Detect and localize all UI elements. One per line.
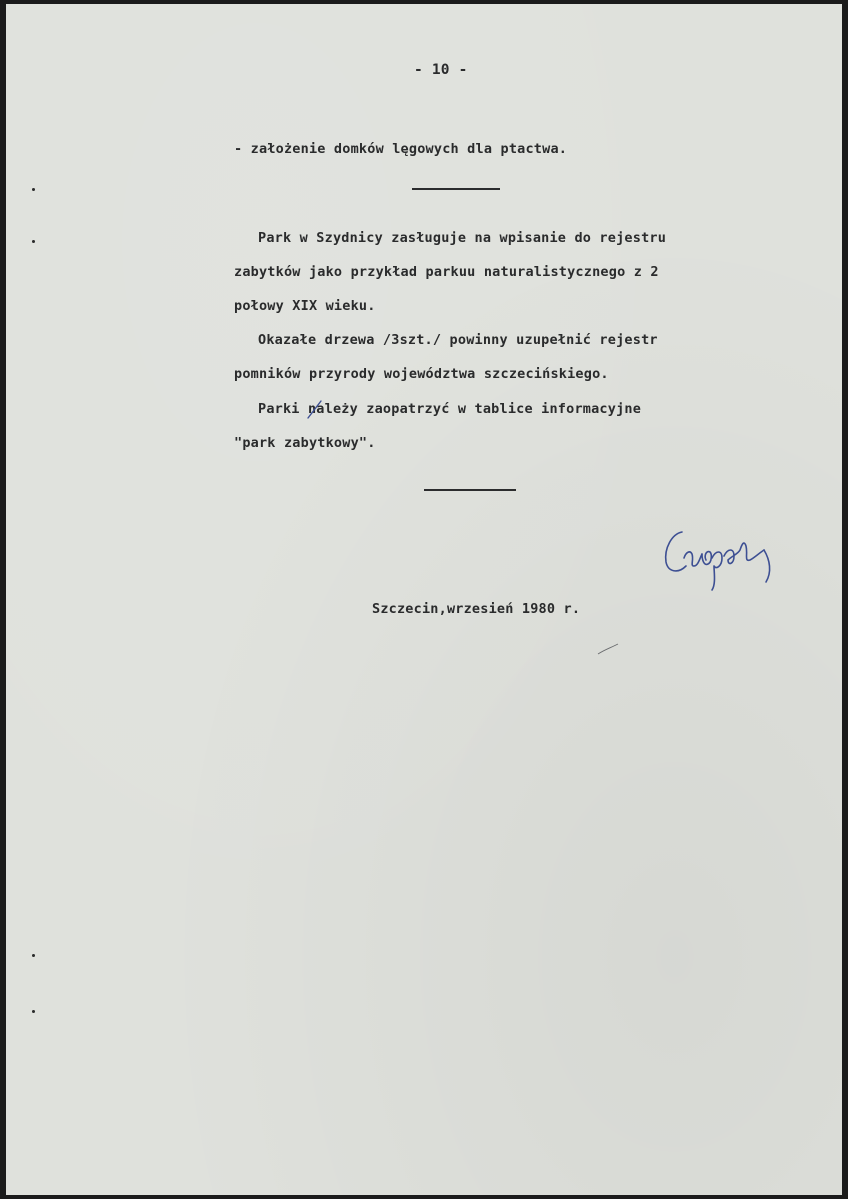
punch-dot — [32, 240, 35, 243]
handwritten-signature-icon — [654, 520, 794, 610]
pen-stroke-icon — [306, 398, 324, 420]
paragraph-3-line-2: "park zabytkowy". — [234, 435, 376, 451]
punch-dot — [32, 954, 35, 957]
punch-dot — [32, 1010, 35, 1013]
document-page — [6, 4, 842, 1195]
pen-speck-icon — [596, 642, 620, 656]
place-date: Szczecin,wrzesień 1980 r. — [372, 601, 581, 617]
separator-rule-top — [412, 188, 500, 190]
paragraph-1-line-2: zabytków jako przykład parkuu naturalistycznego z 2 — [234, 264, 659, 280]
paragraph-2-line-1: Okazałe drzewa /3szt./ powinny uzupełnić rejestr — [258, 332, 658, 348]
paragraph-1-line-1: Park w Szydnicy zasługuje na wpisanie do rejestru — [258, 230, 667, 246]
paragraph-2-line-2: pomników przyrody województwa szczecińskiego. — [234, 366, 609, 382]
punch-dot — [32, 188, 35, 191]
list-item: - założenie domków lęgowych dla ptactwa. — [234, 141, 568, 157]
paragraph-1-line-3: połowy XIX wieku. — [234, 298, 376, 314]
paragraph-3-line-1: Parki należy zaopatrzyć w tablice informacyjne — [258, 401, 642, 417]
page-number: - 10 - — [414, 62, 468, 78]
separator-rule-bottom — [424, 489, 516, 491]
